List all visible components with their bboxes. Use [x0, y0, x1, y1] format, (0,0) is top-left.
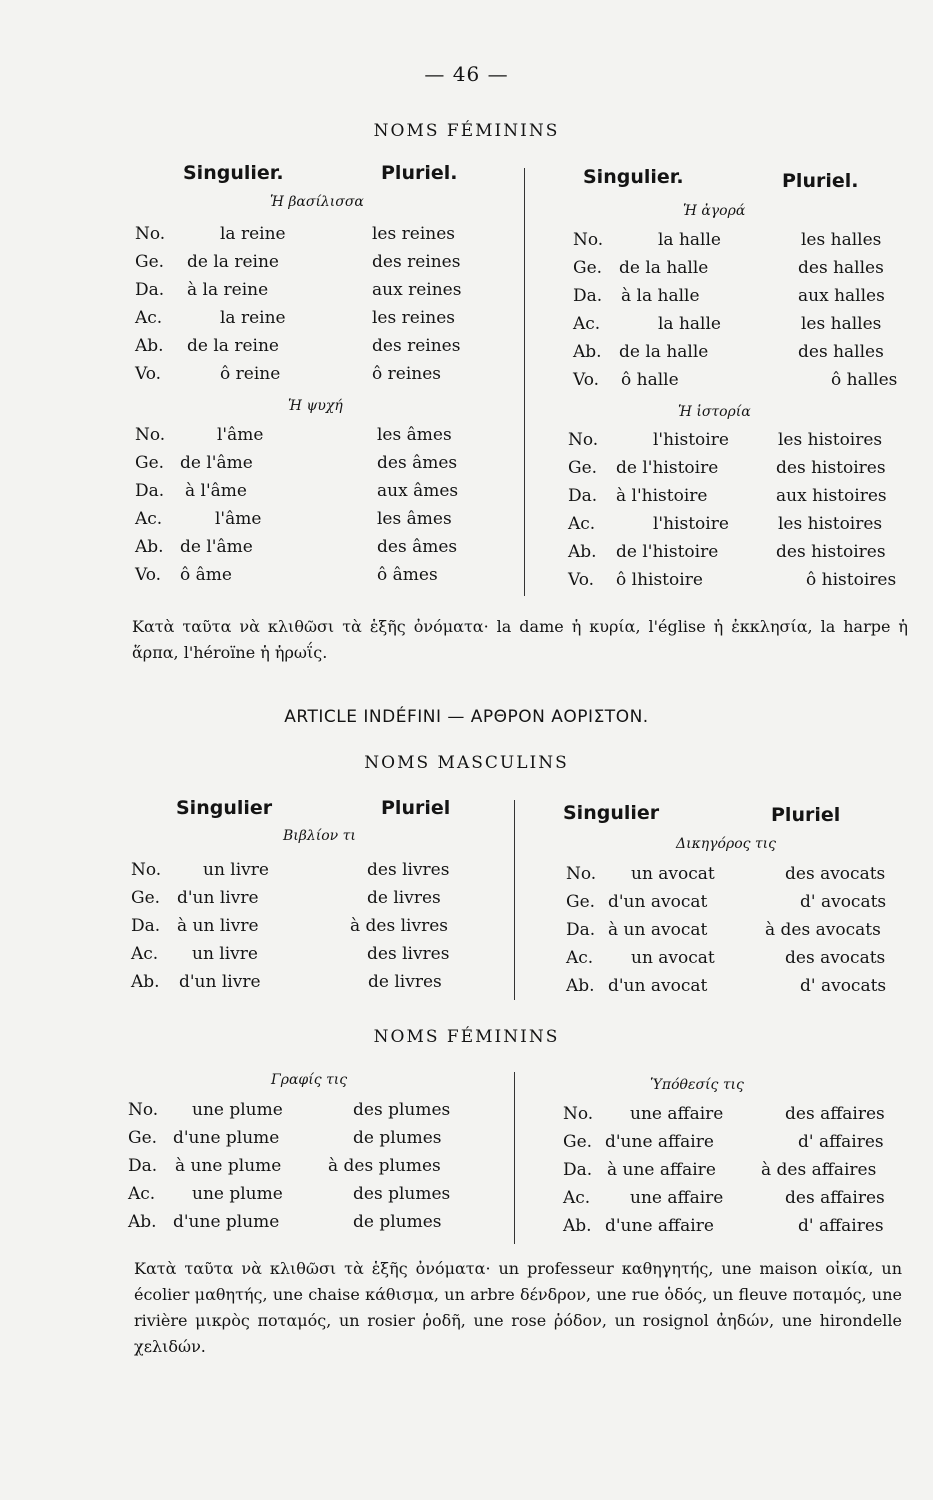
table-row: Vo. ô âme ô âmes: [135, 565, 438, 585]
declension-table: [128, 1100, 503, 1240]
greek-noun-heading: Δικηγόρος τις: [676, 836, 776, 852]
table-row: Ac. la halle les halles: [573, 314, 882, 334]
header-plural: Pluriel.: [381, 162, 458, 184]
greek-noun-heading: Ἡ ψυχή: [288, 398, 343, 414]
header-singular: Singulier.: [183, 162, 284, 184]
table-row: Ge. de la reine des reines: [135, 252, 461, 272]
table-row: Ge. d'un avocat d' avocats: [566, 892, 887, 912]
greek-noun-heading: Ἡ βασίλισσα: [270, 194, 364, 210]
table-row: Ab. de la reine des reines: [135, 336, 461, 356]
table-row: Da. à une affaire à des affaires: [563, 1160, 877, 1180]
column-divider: [524, 168, 525, 596]
table-row: No. l'âme les âmes: [135, 425, 452, 445]
greek-noun-heading: Γραφίς τις: [271, 1072, 348, 1088]
table-row: Da. à un avocat à des avocats: [566, 920, 881, 940]
section-title-feminine-indefinite: NOMS FÉMININS: [373, 1027, 560, 1047]
table-row: Ac. une plume des plumes: [128, 1184, 451, 1204]
declension-table: [135, 425, 515, 593]
table-row: No. la reine les reines: [135, 224, 455, 244]
table-row: Ac. une affaire des affaires: [563, 1188, 885, 1208]
table-row: Da. à la reine aux reines: [135, 280, 462, 300]
greek-noun-heading: Ἡ ἱστορία: [678, 404, 751, 420]
table-row: Da. à l'histoire aux histoires: [568, 486, 887, 506]
table-row: Ab. de la halle des halles: [573, 342, 884, 362]
greek-noun-heading: Βιβλίον τι: [283, 828, 356, 844]
table-row: Ge. d'un livre de livres: [131, 888, 441, 908]
page-number: — 46 —: [424, 62, 509, 86]
table-row: Ge. de l'âme des âmes: [135, 453, 458, 473]
declension-table: [566, 864, 911, 1004]
declension-table: [573, 230, 913, 398]
table-row: No. l'histoire les histoires: [568, 430, 883, 450]
greek-noun-heading: Ἡ ἀγορά: [683, 203, 746, 219]
table-row: Ac. la reine les reines: [135, 308, 455, 328]
article-title: ARTICLE INDÉFINI — ΑΡΘΡΟΝ ΑΟΡΙΣΤΟΝ.: [284, 707, 649, 727]
table-row: No. la halle les halles: [573, 230, 882, 250]
table-row: Ab. d'une plume de plumes: [128, 1212, 442, 1232]
declension-table: [568, 430, 913, 598]
table-row: Ac. l'âme les âmes: [135, 509, 452, 529]
header-plural: Pluriel.: [782, 170, 859, 192]
declension-note: Κατὰ ταῦτα νὰ κλιθῶσι τὰ ἑξῆς ὀνόματα· la dame ἡ κυρία, l'église ἡ ἐκκλησία, la harpe ἡ ἅρπα, l'héroïne ἡ ἡρωΐς.: [132, 617, 908, 662]
table-row: Ge. de l'histoire des histoires: [568, 458, 886, 478]
declension-table: [135, 224, 515, 392]
header-plural: Pluriel: [771, 804, 841, 826]
declension-table: [563, 1104, 913, 1244]
table-row: Ac. l'histoire les histoires: [568, 514, 883, 534]
table-row: Ab. d'un livre de livres: [131, 972, 442, 992]
table-row: Da. à la halle aux halles: [573, 286, 885, 306]
header-singular: Singulier: [176, 797, 273, 819]
table-row: Vo. ô halle ô halles: [573, 370, 898, 390]
table-row: Da. à une plume à des plumes: [128, 1156, 441, 1176]
table-row: Ac. un livre des livres: [131, 944, 450, 964]
table-row: No. une plume des plumes: [128, 1100, 451, 1120]
table-row: Vo. ô reine ô reines: [135, 364, 441, 384]
table-row: Ge. d'une plume de plumes: [128, 1128, 442, 1148]
table-row: No. une affaire des affaires: [563, 1104, 885, 1124]
section-title-masculine: NOMS MASCULINS: [364, 753, 569, 773]
greek-noun-heading: Ὑπόθεσίς τις: [650, 1077, 744, 1093]
table-row: Da. à un livre à des livres: [131, 916, 448, 936]
table-row: Ac. un avocat des avocats: [566, 948, 886, 968]
table-row: Ge. d'une affaire d' affaires: [563, 1132, 884, 1152]
table-row: No. un livre des livres: [131, 860, 450, 880]
section-title-feminine-top: NOMS FÉMININS: [373, 121, 560, 141]
table-row: Da. à l'âme aux âmes: [135, 481, 459, 501]
table-row: Ab. de l'âme des âmes: [135, 537, 458, 557]
header-singular: Singulier.: [583, 166, 684, 188]
table-row: Ab. d'un avocat d' avocats: [566, 976, 887, 996]
table-row: Ab. d'une affaire d' affaires: [563, 1216, 884, 1236]
table-row: No. un avocat des avocats: [566, 864, 886, 884]
table-row: Ab. de l'histoire des histoires: [568, 542, 886, 562]
column-divider: [514, 800, 515, 1000]
declension-table: [131, 860, 501, 1000]
table-row: Vo. ô lhistoire ô histoires: [568, 570, 897, 590]
header-plural: Pluriel: [381, 797, 451, 819]
table-row: Ge. de la halle des halles: [573, 258, 884, 278]
declension-note: Κατὰ ταῦτα νὰ κλιθῶσι τὰ ἑξῆς ὀνόματα· un professeur καθηγητής, une maison οἰκία, un écolier μαθητής, une chaise κάθισμα, un arbre δένδρον, une rue ὁδός, un fleuve ποταμός, une rivière μικρὸς ποταμός, un rosier ῥοδῆ, une rose ῥόδον, un rosignol ἀηδών, une hirondelle χελιδών.: [134, 1259, 902, 1356]
column-divider: [514, 1072, 515, 1244]
header-singular: Singulier: [563, 802, 660, 824]
